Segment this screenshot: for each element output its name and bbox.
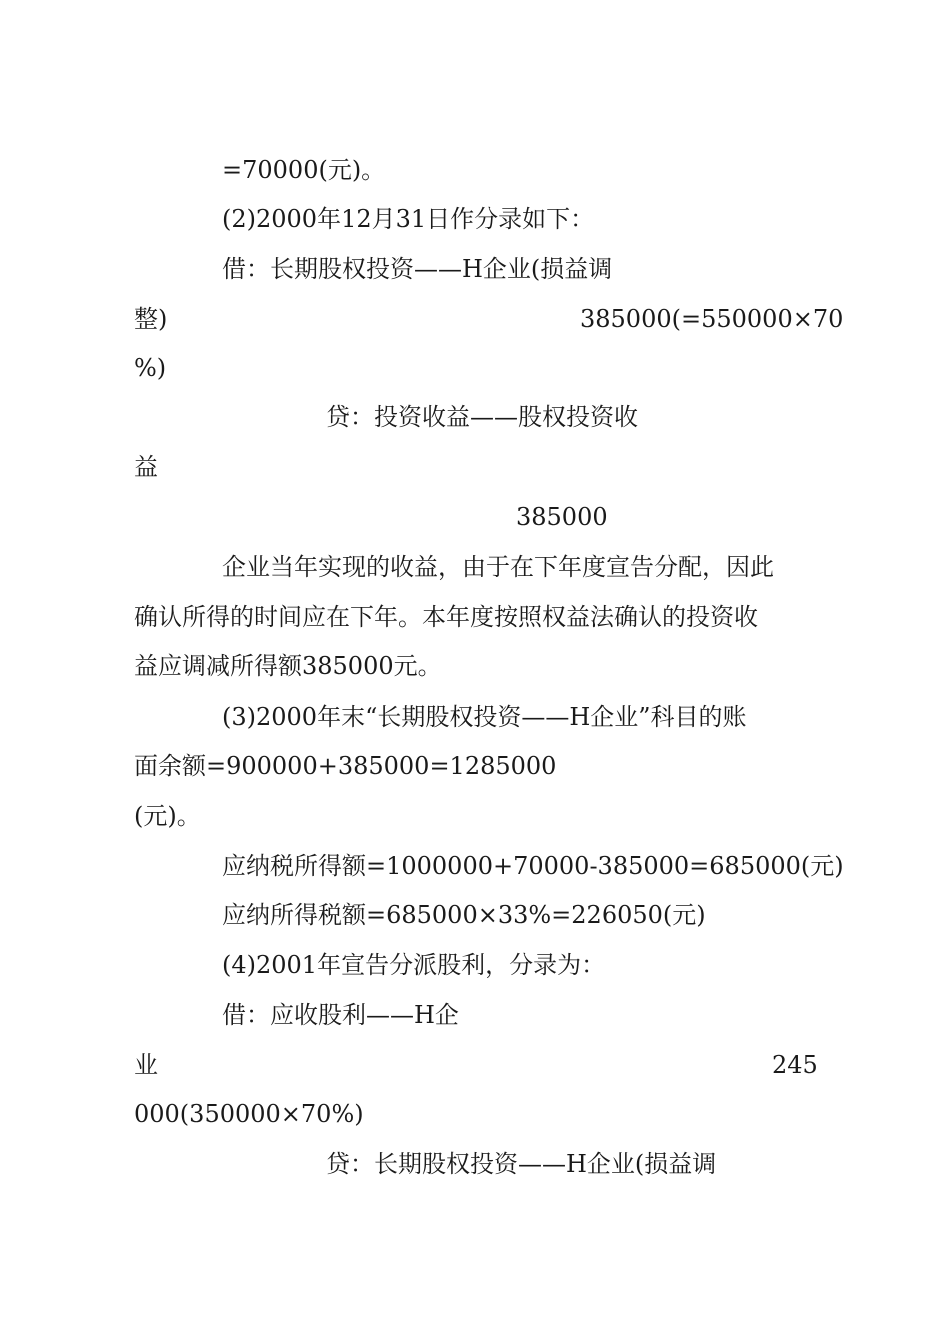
text-line: (元)。 <box>134 802 201 830</box>
text-line: 贷：长期股权投资——H企业(损益调 <box>326 1150 717 1178</box>
text-line: 借：长期股权投资——H企业(损益调 <box>222 255 613 283</box>
text-line: =70000(元)。 <box>222 156 386 184</box>
text-line: 益应调减所得额385000元。 <box>134 652 442 680</box>
text-line: (2)2000年12月31日作分录如下： <box>222 205 595 233</box>
text-line: (3)2000年末“长期股权投资——H企业”科目的账 <box>222 703 747 731</box>
text-line: 应纳税所得额=1000000+70000-385000=685000(元) <box>222 852 844 880</box>
text-line: 确认所得的时间应在下年。本年度按照权益法确认的投资收 <box>134 603 758 631</box>
text-line: 应纳所得税额=685000×33%=226050(元) <box>222 901 706 929</box>
text-line: 000(350000×70%) <box>134 1100 364 1128</box>
text-line: 贷：投资收益——股权投资收 <box>326 403 638 431</box>
text-line: %) <box>134 354 167 382</box>
text-line: 借：应收股利——H企 <box>222 1001 459 1029</box>
text-line: (4)2001年宣告分派股利，分录为： <box>222 951 606 979</box>
text-line: 面余额=900000+385000=1285000 <box>134 752 557 780</box>
text-line: 益 <box>134 453 158 481</box>
text-line: 业 <box>134 1051 158 1079</box>
text-line: 385000 <box>516 503 608 531</box>
text-line: 企业当年实现的收益，由于在下年度宣告分配，因此 <box>222 553 774 581</box>
text-line: 245 <box>772 1051 818 1079</box>
text-line: 385000(=550000×70 <box>580 305 844 333</box>
text-line: 整) <box>134 305 168 333</box>
